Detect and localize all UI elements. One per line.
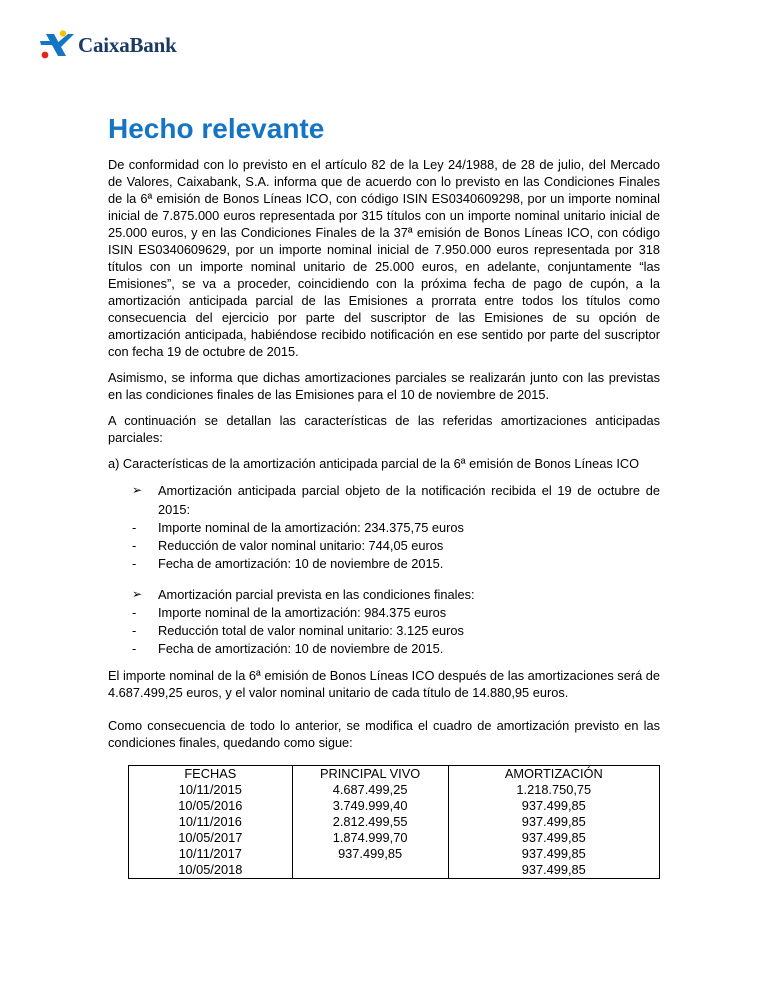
paragraph-section-a: a) Características de la amortización anticipada parcial de la 6ª emisión de Bonos Líneas ICO [108,456,640,471]
cell-value: 1.218.750,75 [516,782,592,797]
list-item: Fecha de amortización: 10 de noviembre de 2015. [158,641,444,656]
block-amortizacion-anticipada [128,481,660,573]
arrow-bullet-icon: ➢ [132,587,143,601]
table-cell-fechas [129,766,293,879]
cell-value: 937.499,85 [338,846,403,861]
column-header: FECHAS [184,766,237,781]
document-body [108,112,660,879]
caixabank-star-icon [38,30,74,60]
dash-bullet-icon: - [132,605,137,620]
cell-value: 937.499,85 [521,830,586,845]
cell-value: 10/05/2016 [178,798,243,813]
cell-value: 2.812.499,55 [332,814,408,829]
paragraph-cuadro: Como consecuencia de todo lo anterior, se modifica el cuadro de amortización previsto en las condiciones finales, quedando como sigue: [108,718,660,750]
amortization-table [128,765,660,879]
cell-value: 10/11/2016 [178,814,242,829]
paragraph-intro: De conformidad con lo previsto en el artículo 82 de la Ley 24/1988, de 28 de julio, del Mercado de Valores, Caixabank, S.A. informa que de acuerdo con lo previsto en las Condiciones Finales de la 6ª emisión de Bonos Líneas ICO, con código ISIN ES0340609298, por un importe nominal inicial de 7.875.000 euros representada por 315 títulos con un importe nominal unitario inicial de 25.000 euros, y en las Condiciones Finales de la 37ª emisión de Bonos Líneas ICO, con código ISIN ES0340609629, por un importe nominal inicial de 7.950.000 euros representada por 318 títulos con un importe nominal unitario de 25.000 euros, en adelante, conjuntamente “las Emisiones”, se va a proceder, coincidiendo con la próxima fecha de pago de cupón, a la amortización anticipada parcial de las Emisiones a prorrata entre todos los títulos como consecuencia del ejercicio por parte del suscriptor de las Emisiones de su opción de amortización anticipada, habiéndose recibido notificación en ese sentido por parte del suscriptor con fecha 19 de octubre de 2015. [108,157,660,359]
paragraph-importe-final: El importe nominal de la 6ª emisión de Bonos Líneas ICO después de las amortizaciones será de 4.687.499,25 euros, y el valor nominal unitario de cada título de 14.880,95 euros. [108,668,660,700]
dash-bullet-icon: - [132,623,137,638]
cell-value [297,862,444,878]
cell-value: 3.749.999,40 [332,798,408,813]
dash-bullet-icon: - [132,641,137,656]
cell-value: 937.499,85 [521,862,586,877]
cell-value: 937.499,85 [521,798,586,813]
block-heading: Amortización parcial prevista en las condiciones finales: [158,587,475,602]
table-cell-amortizacion [448,766,659,879]
page-title: Hecho relevante [108,113,325,144]
list-item: Reducción total de valor nominal unitario: 3.125 euros [158,623,464,638]
caixabank-logo [38,30,177,60]
column-header: AMORTIZACIÓN [504,766,603,781]
list-item: Reducción de valor nominal unitario: 744,05 euros [158,538,444,553]
list-item: Importe nominal de la amortización: 234.375,75 euros [158,520,464,535]
block-heading: Amortización anticipada parcial objeto de la notificación recibida el 19 de octubre de 2015: [158,483,660,517]
column-header: PRINCIPAL VIVO [319,766,421,781]
cell-value: 1.874.999,70 [332,830,408,845]
cell-value: 10/05/2018 [178,862,243,877]
table-cell-principal [292,766,448,879]
cell-value: 937.499,85 [521,814,586,829]
list-item: Importe nominal de la amortización: 984.375 euros [158,605,447,620]
list-item: Fecha de amortización: 10 de noviembre de 2015. [158,556,444,571]
cell-value: 10/11/2015 [178,782,242,797]
logo-text: CaixaBank [78,32,177,57]
cell-value: 4.687.499,25 [332,782,408,797]
table-row [129,766,660,879]
dash-bullet-icon: - [132,520,137,535]
arrow-bullet-icon: ➢ [132,483,143,497]
paragraph-asimismo: Asimismo, se informa que dichas amortizaciones parciales se realizarán junto con las previstas en las condiciones finales de las Emisiones para el 10 de noviembre de 2015. [108,370,660,402]
paragraph-continuacion: A continuación se detallan las características de las referidas amortizaciones anticipadas parciales: [108,413,660,445]
cell-value: 10/05/2017 [178,830,243,845]
block-amortizacion-prevista [128,585,660,658]
dash-bullet-icon: - [132,556,137,571]
cell-value: 10/11/2017 [178,846,242,861]
dash-bullet-icon: - [132,538,137,553]
cell-value: 937.499,85 [521,846,586,861]
